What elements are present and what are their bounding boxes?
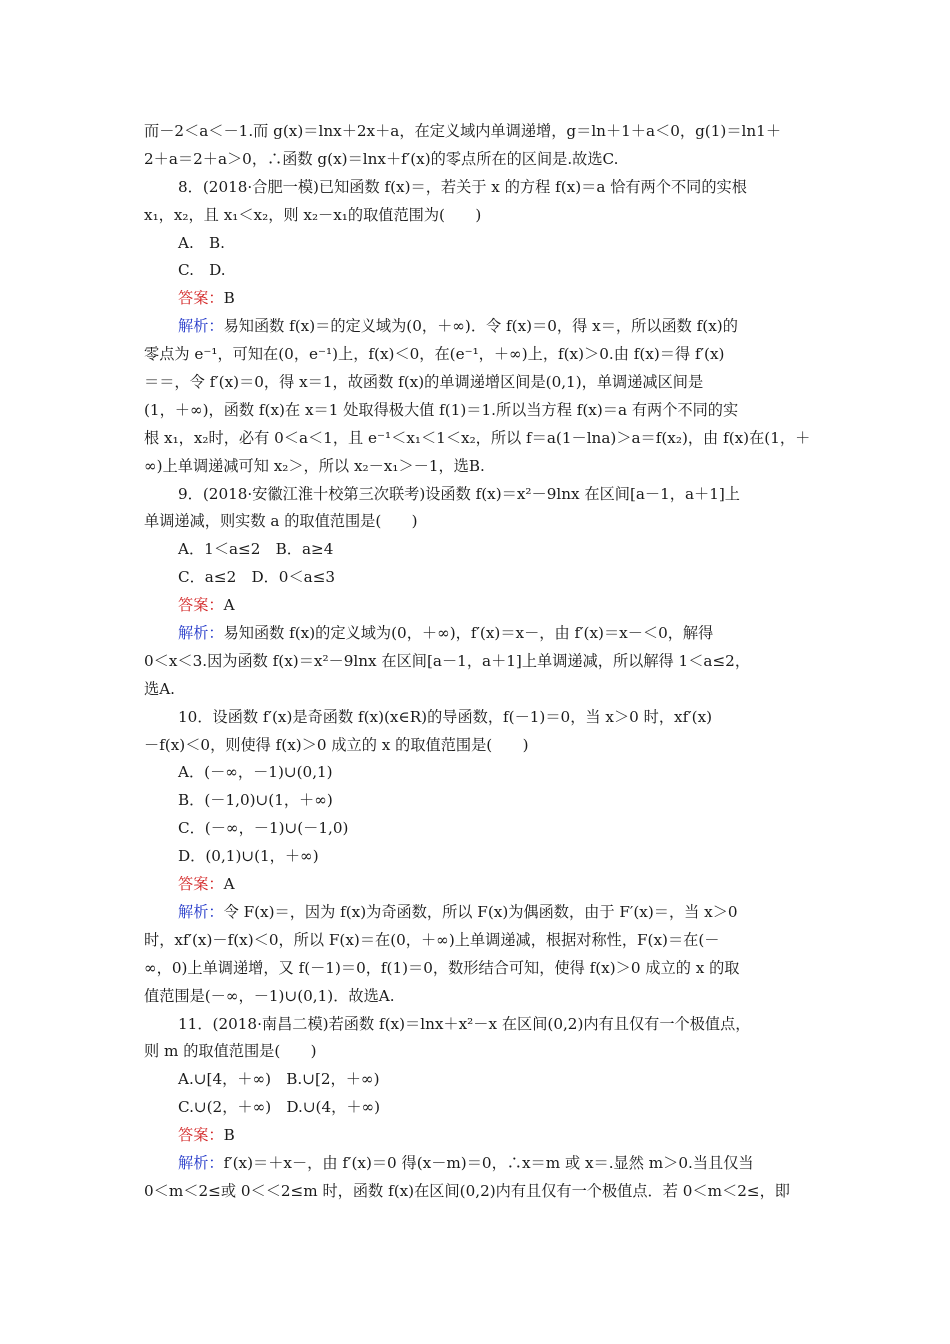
- text-line: [144, 453, 812, 481]
- text-line: [144, 564, 812, 592]
- text-line: [144, 397, 812, 425]
- analysis-label: 解析：: [178, 317, 224, 336]
- line-text: f′(x)＝＋x－，由 f′(x)＝0 得(x－m)＝0，∴x＝m 或 x＝.显然 m＞0.当且仅当: [223, 1153, 754, 1172]
- text-line: [144, 983, 812, 1011]
- line-text: B．(－1,0)∪(1，＋∞): [178, 791, 333, 810]
- text-line: [144, 843, 812, 871]
- answer-label: 答案：: [178, 875, 224, 894]
- line-text: 则 m 的取值范围是( ): [144, 1042, 317, 1061]
- text-line: [144, 620, 812, 648]
- text-line: [144, 1066, 812, 1094]
- analysis-label: 解析：: [178, 624, 224, 643]
- text-line: [144, 341, 812, 369]
- line-text: A.∪[4，＋∞) B.∪[2，＋∞): [178, 1070, 380, 1089]
- line-text: C．(－∞，－1)∪(－1,0): [178, 819, 349, 838]
- document-body: [144, 118, 812, 1206]
- line-text: 2＋a＝2＋a＞0，∴函数 g(x)＝lnx＋f′(x)的零点所在的区间是.故选C.: [144, 149, 619, 168]
- line-text: B: [223, 1126, 235, 1145]
- line-text: 选A.: [144, 679, 175, 698]
- text-line: [144, 1094, 812, 1122]
- text-line: [144, 592, 812, 620]
- text-line: [144, 425, 812, 453]
- answer-label: 答案：: [178, 596, 224, 615]
- line-text: 易知函数 f(x)的定义域为(0，＋∞)，f′(x)＝x－，由 f′(x)＝x－＜0，解得: [223, 624, 714, 643]
- line-text: (1，＋∞)，函数 f(x)在 x＝1 处取得极大值 f(1)＝1.所以当方程 f(x)＝a 有两个不同的实: [144, 400, 739, 419]
- line-text: ∞，0)上单调递增，又 f(－1)＝0，f(1)＝0，数形结合可知，使得 f(x)＞0 成立的 x 的取: [144, 958, 740, 977]
- text-line: [144, 759, 812, 787]
- line-text: 根 x₁，x₂时，必有 0＜a＜1，且 e⁻¹＜x₁＜1＜x₂，所以 f＝a(1－lna)＞a＝f(x₂)，由 f(x)在(1，＋: [144, 428, 811, 447]
- text-line: [144, 955, 812, 983]
- line-text: 0＜m＜2≤或 0＜＜2≤m 时，函数 f(x)在区间(0,2)内有且仅有一个极值点．若 0＜m＜2≤，即: [144, 1181, 790, 1200]
- text-line: [144, 899, 812, 927]
- line-text: 令 F(x)＝，因为 f(x)为奇函数，所以 F(x)为偶函数，由于 F′(x)＝，当 x＞0: [223, 902, 738, 921]
- line-text: 而－2＜a＜－1.而 g(x)＝lnx＋2x＋a，在定义域内单调递增，g＝ln＋1＋a＜0，g(1)＝ln1＋: [144, 122, 781, 140]
- text-line: [144, 676, 812, 704]
- line-text: A. B.: [178, 233, 225, 252]
- text-line: [144, 1178, 812, 1206]
- line-text: 单调递减，则实数 a 的取值范围是( ): [144, 512, 418, 531]
- text-line: [144, 174, 812, 202]
- text-line: [144, 313, 812, 341]
- text-line: [144, 257, 812, 285]
- text-line: [144, 787, 812, 815]
- line-text: A．(－∞，－1)∪(0,1): [178, 763, 333, 782]
- answer-label: 答案：: [178, 1126, 224, 1145]
- line-text: A．1＜a≤2 B．a≥4: [178, 540, 334, 559]
- line-text: x₁，x₂，且 x₁＜x₂，则 x₂－x₁的取值范围为( ): [144, 205, 482, 224]
- line-text: 9．(2018·安徽江淮十校第三次联考)设函数 f(x)＝x²－9lnx 在区间[a－1，a＋1]上: [178, 484, 740, 503]
- line-text: 8．(2018·合肥一模)已知函数 f(x)＝，若关于 x 的方程 f(x)＝a 恰有两个不同的实根: [178, 177, 747, 196]
- text-line: [144, 230, 812, 258]
- text-line: [144, 1011, 812, 1039]
- analysis-label: 解析：: [178, 902, 224, 921]
- text-line: [144, 481, 812, 509]
- text-line: [144, 704, 812, 732]
- line-text: －f(x)＜0，则使得 f(x)＞0 成立的 x 的取值范围是( ): [144, 735, 529, 754]
- line-text: 易知函数 f(x)＝的定义域为(0，＋∞)．令 f(x)＝0，得 x＝，所以函数 f(x)的: [223, 317, 738, 336]
- line-text: 时，xf′(x)－f(x)＜0，所以 F(x)＝在(0，＋∞)上单调递减，根据对称性，F(x)＝在(－: [144, 930, 720, 949]
- text-line: [144, 536, 812, 564]
- line-text: ＝＝，令 f′(x)＝0，得 x＝1，故函数 f(x)的单调递增区间是(0,1)，单调递减区间是: [144, 373, 704, 392]
- line-text: D．(0,1)∪(1，＋∞): [178, 847, 319, 866]
- text-line: [144, 1038, 812, 1066]
- line-text: 零点为 e⁻¹，可知在(0，e⁻¹)上，f(x)＜0，在(e⁻¹，＋∞)上，f(x)＞0.由 f(x)＝得 f′(x): [144, 345, 725, 364]
- line-text: C.∪(2，＋∞) D.∪(4，＋∞): [178, 1098, 381, 1117]
- text-line: [144, 732, 812, 760]
- text-line: [144, 648, 812, 676]
- text-line: [144, 146, 812, 174]
- line-text: A: [223, 596, 235, 615]
- line-text: C. D.: [178, 261, 226, 280]
- text-line: [144, 927, 812, 955]
- line-text: 11．(2018·南昌二模)若函数 f(x)＝lnx＋x²－x 在区间(0,2)内有且仅有一个极值点，: [178, 1014, 751, 1033]
- line-text: 10．设函数 f′(x)是奇函数 f(x)(x∈R)的导函数，f(－1)＝0，当 x＞0 时，xf′(x): [178, 707, 713, 726]
- line-text: B: [223, 289, 235, 308]
- line-text: ∞)上单调递减可知 x₂＞，所以 x₂－x₁＞－1，选B.: [144, 456, 485, 475]
- text-line: [144, 508, 812, 536]
- text-line: [144, 871, 812, 899]
- answer-label: 答案：: [178, 289, 224, 308]
- text-line: [144, 118, 812, 146]
- analysis-label: 解析：: [178, 1153, 224, 1172]
- text-line: [144, 1150, 812, 1178]
- text-line: [144, 285, 812, 313]
- text-line: [144, 815, 812, 843]
- line-text: 值范围是(－∞，－1)∪(0,1)．故选A.: [144, 986, 395, 1005]
- line-text: A: [223, 875, 235, 894]
- text-line: [144, 202, 812, 230]
- line-text: C．a≤2 D．0＜a≤3: [178, 568, 336, 587]
- text-line: [144, 369, 812, 397]
- text-line: [144, 1122, 812, 1150]
- line-text: 0＜x＜3.因为函数 f(x)＝x²－9lnx 在区间[a－1，a＋1]上单调递减，所以解得 1＜a≤2，: [144, 651, 751, 670]
